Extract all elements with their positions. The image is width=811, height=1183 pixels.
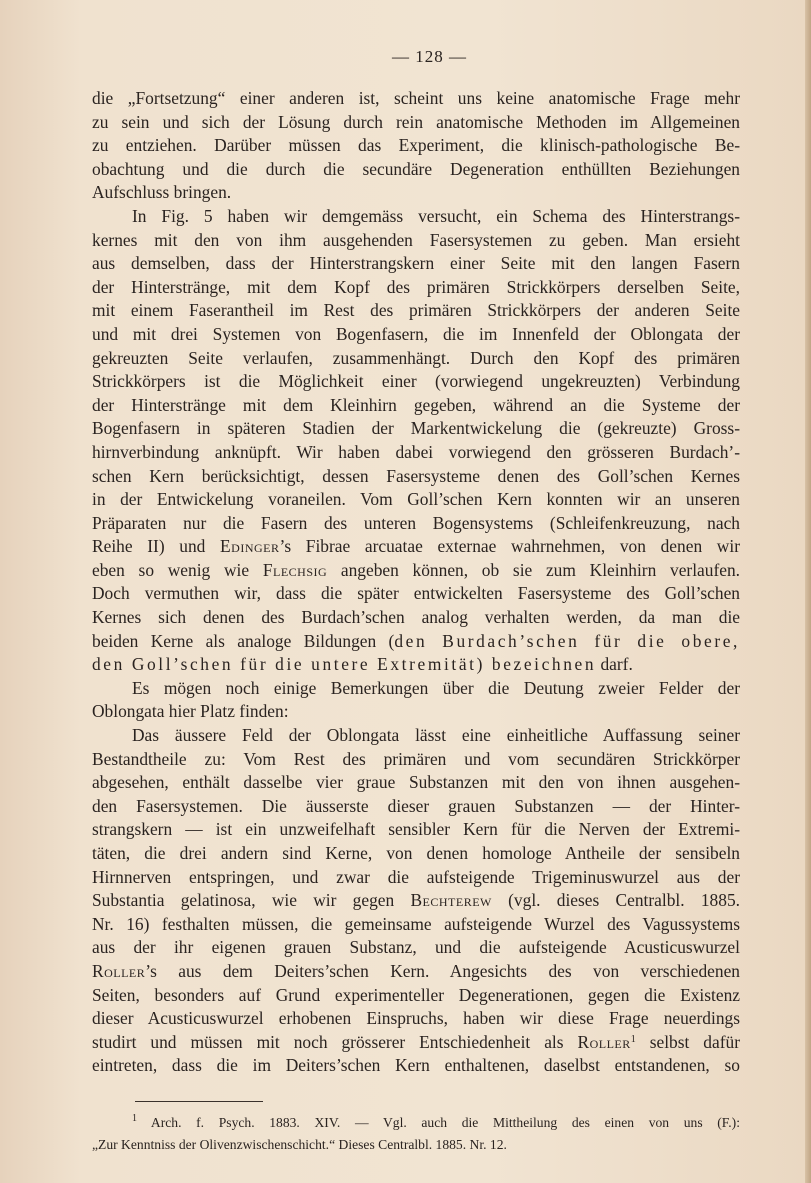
text-line: Doch vermuthen wir, dass die später entwickelten Fasersysteme des Goll’schen: [92, 583, 740, 604]
text-line: abgesehen, enthält dasselbe vier graue Substanzen mit den von ihnen ausgehen-: [92, 772, 740, 793]
text-line: den Goll’schen für die untere Extremität) bezeichnen darf.: [92, 654, 633, 675]
text-line: aus demselben, dass der Hinterstrangskern einer Seite mit den langen Fasern: [92, 253, 740, 274]
text-line: dieser Acusticuswurzel erhobenen Einspruchs, haben wir diese Frage neuerdings: [92, 1008, 740, 1029]
text-line: Bestandtheile zu: Vom Rest des primären und vom secundären Strickkörper: [92, 748, 740, 769]
footnote-marker: 1: [630, 1033, 636, 1045]
text-line: die „Fortsetzung“ einer anderen ist, scheint uns keine anatomische Frage mehr: [92, 88, 740, 108]
footnote-number: 1: [132, 1113, 137, 1124]
text-line: mit einem Faserantheil im Rest des primären Strickkörpers der anderen Seite: [92, 300, 740, 321]
text-line: und mit drei Systemen von Bogenfasern, die im Innenfeld der Oblongata der: [92, 323, 740, 344]
text-line: in der Entwickelung voraneilen. Vom Goll’schen Kern konnten wir an unseren: [92, 489, 740, 510]
text-line: Roller’s aus dem Deiters’schen Kern. Angesichts des von verschiedenen: [92, 960, 740, 981]
paragraph-start-line: In Fig. 5 haben wir demgemäss versucht, ein Schema des Hinterstrangs-: [132, 205, 740, 226]
text-line: der Hinterstränge mit dem Kleinhirn gegeben, während an die Systeme der: [92, 394, 740, 415]
text-line: beiden Kerne als analoge Bildungen (den Burdach’schen für die obere,: [92, 630, 740, 651]
text-line: Aufschluss bringen.: [92, 182, 232, 203]
paragraph-start-line: Das äussere Feld der Oblongata lässt eine einheitliche Auffassung seiner: [132, 725, 740, 746]
footnote-line: „Zur Kenntniss der Olivenzwischenschicht.“ Dieses Centralbl. 1885. Nr. 12.: [92, 1137, 507, 1152]
author-name: Flechsig: [262, 559, 328, 580]
text-line: hirnverbindung anknüpft. Wir haben dabei vorwiegend den grösseren Burdach’-: [92, 441, 740, 462]
paragraph-start-line: Es mögen noch einige Bemerkungen über die Deutung zweier Felder der: [132, 677, 740, 698]
text-line: Strickkörpers ist die Möglichkeit einer (vorwiegend ungekreuzten) Verbindung: [92, 371, 740, 392]
text-line: zu sein und sich der Lösung durch rein anatomische Methoden im Allgemeinen: [92, 111, 740, 132]
text-line: studirt und müssen mit noch grösserer Entschiedenheit als Roller$^1$ selbst dafür: [92, 1031, 740, 1052]
footnote-line: $^1$ Arch. f. Psych. 1883. XIV. — Vgl. auch die Mittheilung des einen von uns (F.):: [132, 1113, 740, 1130]
text-line: der Hinterstränge, mit dem Kopf des primären Strickkörpers derselben Seite,: [92, 276, 740, 297]
text-line: obachtung und die durch die secundäre Degeneration enthüllten Beziehungen: [92, 158, 740, 179]
text-line: schen Kern berücksichtigt, dessen Fasersysteme denen des Goll’schen Kernes: [92, 465, 740, 486]
text-line: Bogenfasern in späteren Stadien der Markentwickelung die (gekreuzte) Gross-: [92, 418, 740, 439]
text-line: aus der ihr eigenen grauen Substanz, und die aufsteigende Acusticuswurzel: [92, 937, 740, 958]
text-line: eben so wenig wie Flechsig angeben können, ob sie zum Kleinhirn verlaufen.: [92, 559, 741, 580]
footnote-divider: [135, 1101, 263, 1102]
author-name: Edinger: [220, 536, 280, 557]
author-name: Bechterew: [410, 890, 492, 911]
text-line: Nr. 16) festhalten müssen, die gemeinsame aufsteigende Wurzel des Vagussystems: [92, 913, 740, 934]
page-edge: [805, 0, 811, 1183]
text-line: Oblongata hier Platz finden:: [92, 701, 289, 722]
footnotes: [92, 1112, 740, 1156]
body-text: [92, 87, 740, 1078]
text-line: kernes mit den von ihm ausgehenden Fasersystemen zu geben. Man ersieht: [92, 229, 740, 250]
text-line: eintreten, dass die im Deiters’schen Kern enthaltenen, daselbst entstandenen, so: [92, 1055, 740, 1076]
spaced-emphasis: den Burdach’schen für die obere,: [394, 630, 740, 651]
text-line: Kernes sich denen des Burdach’schen analog verhalten werden, da man die: [92, 607, 740, 628]
text-line: strangskern — ist ein unzweifelhaft sensibler Kern für die Nerven der Extremi-: [92, 819, 740, 840]
text-line: gekreuzten Seite verlaufen, zusammenhängt. Durch den Kopf des primären: [92, 347, 740, 368]
author-name: Roller: [92, 960, 146, 981]
page-number: — 128 —: [392, 47, 467, 66]
text-line: Reihe II) und Edinger’s Fibrae arcuatae externae wahrnehmen, von denen wir: [92, 536, 740, 557]
text-line: Hirnnerven entspringen, und zwar die aufsteigende Trigeminuswurzel aus der: [92, 866, 740, 887]
spaced-emphasis: den Goll’schen für die untere Extremität) bezeichnen: [92, 654, 597, 675]
text-line: zu entziehen. Darüber müssen das Experiment, die klinisch-pathologische Be-: [92, 135, 740, 156]
text-line: Präparaten nur die Fasern des unteren Bogensystems (Schleifenkreuzung, nach: [92, 512, 740, 533]
text-line: den Fasersystemen. Die äusserste dieser grauen Substanzen — der Hinter-: [92, 795, 740, 816]
text-line: Seiten, besonders auf Grund experimenteller Degenerationen, gegen die Existenz: [92, 984, 740, 1005]
author-name: Roller: [577, 1031, 631, 1052]
text-line: täten, die drei andern sind Kerne, von denen homologe Antheile der sensibeln: [92, 843, 740, 863]
text-line: Substantia gelatinosa, wie wir gegen Bechterew (vgl. dieses Centralbl. 1885.: [92, 890, 740, 911]
